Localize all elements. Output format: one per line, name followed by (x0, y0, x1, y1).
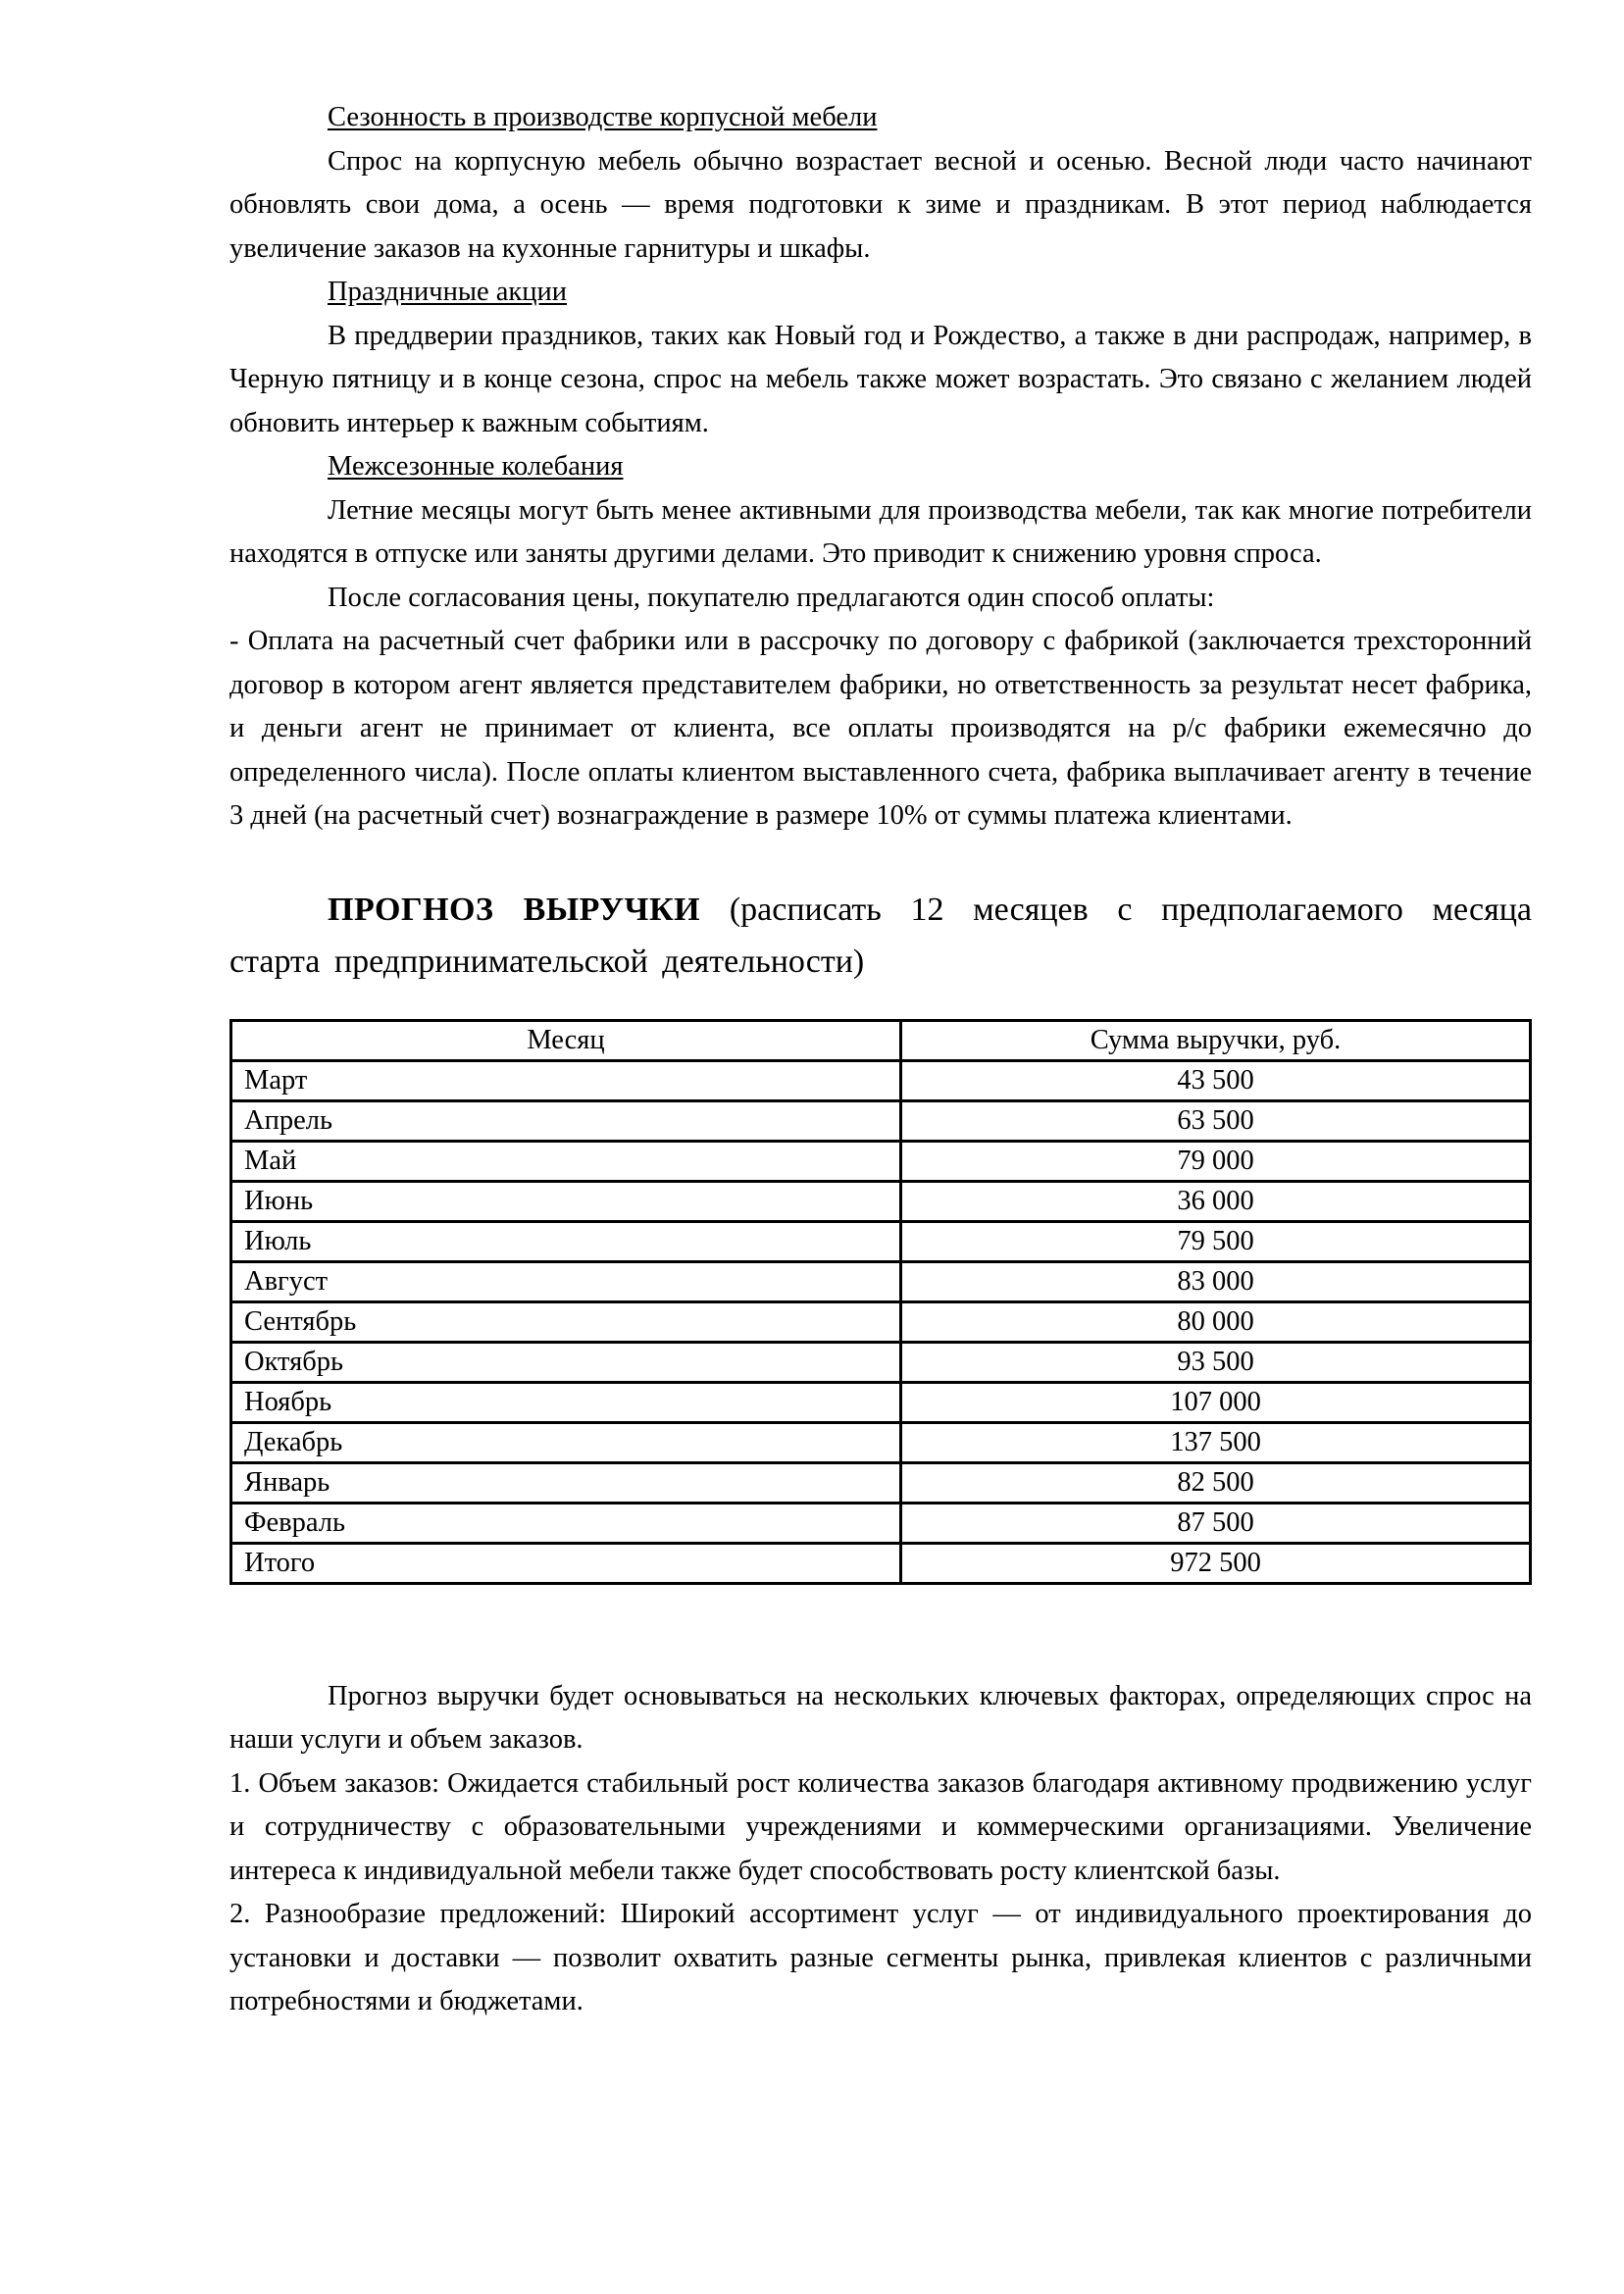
document-page (229, 96, 1532, 2024)
payment-item: - Оплата на расчетный счет фабрики или в рассрочку по договору с фабрикой (заключается трехсторонний договор в котором агент является представителем фабрики, но ответственность за результат несет фабрика, и деньги агент не принимает от клиента, все оплаты производятся на р/с фабрики ежемесячно до определенного числа). После оплаты клиентом выставленного счета, фабрика выплачивает агенту в течение 3 дней (на расчетный счет) вознаграждение в размере 10% от суммы платежа клиентами. (229, 626, 1532, 831)
month-cell: Август (231, 1261, 901, 1301)
table-row (231, 1503, 1531, 1543)
month-cell: Февраль (231, 1503, 901, 1543)
table-row (231, 1181, 1531, 1221)
factor-item-order-volume: 1. Объем заказов: Ожидается стабильный рост количества заказов благодаря активному продвижению услуг и сотрудничеству с образовательными учреждениями и коммерческими организациями. Увеличение интереса к индивидуальной мебели также будет способствовать росту клиентской базы. (229, 1767, 1532, 1886)
month-cell: Ноябрь (231, 1382, 901, 1422)
month-cell: Декабрь (231, 1422, 901, 1462)
amount-cell: 137 500 (901, 1422, 1531, 1462)
month-cell: Июнь (231, 1181, 901, 1221)
amount-cell: 36 000 (901, 1181, 1531, 1221)
month-cell: Март (231, 1060, 901, 1100)
subheading-off-season: Межсезонные колебания (328, 451, 624, 482)
payment-intro: После согласования цены, покупателю предлагаются один способ оплаты: (328, 582, 1215, 613)
month-cell: Июль (231, 1221, 901, 1261)
month-cell: Октябрь (231, 1342, 901, 1382)
revenue-forecast-table (229, 1019, 1532, 1585)
table-row (231, 1462, 1531, 1503)
amount-cell: 87 500 (901, 1503, 1531, 1543)
table-row (231, 1342, 1531, 1382)
forecast-heading-rest: (расписать 12 месяцев с предполагаемого месяца старта предпринимательской деятельности) (229, 891, 1533, 980)
paragraph-holiday-promotions: В преддверии праздников, таких как Новый год и Рождество, а также в дни распродаж, например, в Черную пятницу и в конце сезона, спрос на мебель также может возрастать. Это связано с желанием людей обновить интерьер к важным событиям. (229, 320, 1532, 438)
forecast-heading-bold: ПРОГНОЗ ВЫРУЧКИ (328, 891, 701, 928)
month-cell: Апрель (231, 1100, 901, 1141)
amount-cell: 82 500 (901, 1462, 1531, 1503)
month-cell: Январь (231, 1462, 901, 1503)
table-header-row (231, 1020, 1531, 1060)
factors-intro: Прогноз выручки будет основываться на нескольких ключевых факторах, определяющих спрос на наши услуги и объем заказов. (229, 1680, 1532, 1755)
paragraph-off-season: Летние месяцы могут быть менее активными для производства мебели, так как многие потребители находятся в отпуске или заняты другими делами. Это приводит к снижению уровня спроса. (229, 494, 1532, 569)
table-total-row (231, 1543, 1531, 1583)
total-label-cell: Итого (231, 1543, 901, 1583)
total-amount-cell: 972 500 (901, 1543, 1531, 1583)
amount-cell: 93 500 (901, 1342, 1531, 1382)
amount-cell: 43 500 (901, 1060, 1531, 1100)
subheading-holiday-promotions: Праздничные акции (328, 277, 567, 307)
month-cell: Май (231, 1141, 901, 1181)
column-header-month: Месяц (231, 1020, 901, 1060)
forecast-heading (229, 884, 1532, 988)
amount-cell: 63 500 (901, 1100, 1531, 1141)
amount-cell: 79 500 (901, 1221, 1531, 1261)
table-row (231, 1141, 1531, 1181)
table-row (231, 1301, 1531, 1342)
amount-cell: 83 000 (901, 1261, 1531, 1301)
table-row (231, 1261, 1531, 1301)
subheading-seasonality: Сезонность в производстве корпусной мебели (328, 102, 878, 132)
amount-cell: 107 000 (901, 1382, 1531, 1422)
factor-item-offer-diversity: 2. Разнообразие предложений: Широкий ассортимент услуг — от индивидуального проектирования до установки и доставки — позволит охватить разные сегменты рынка, привлекая клиентов с различными потребностями и бюджетами. (229, 1899, 1532, 2016)
amount-cell: 79 000 (901, 1141, 1531, 1181)
column-header-amount: Сумма выручки, руб. (901, 1020, 1531, 1060)
table-row (231, 1060, 1531, 1100)
amount-cell: 80 000 (901, 1301, 1531, 1342)
table-row (231, 1422, 1531, 1462)
table-row (231, 1382, 1531, 1422)
table-row (231, 1100, 1531, 1141)
month-cell: Сентябрь (231, 1301, 901, 1342)
paragraph-seasonality: Спрос на корпусную мебель обычно возрастает весной и осенью. Весной люди часто начинают обновлять свои дома, а осень — время подготовки к зиме и праздникам. В этот период наблюдается увеличение заказов на кухонные гарнитуры и шкафы. (229, 145, 1532, 264)
table-row (231, 1221, 1531, 1261)
